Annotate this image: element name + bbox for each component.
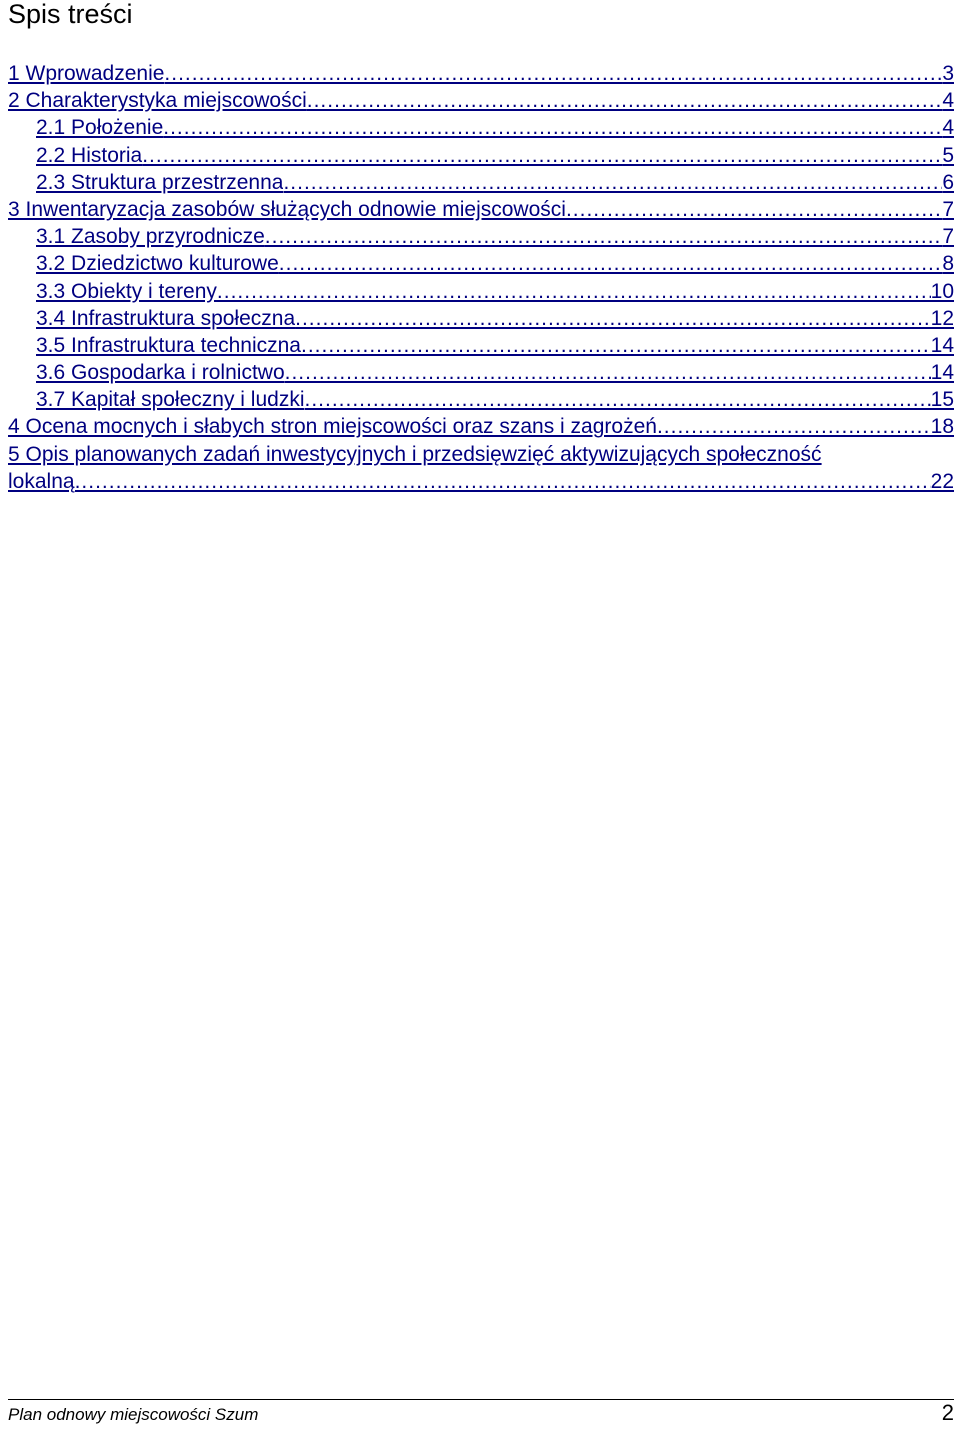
footer-page-number: 2 [941,1400,954,1425]
toc-entry-page: 7 [942,197,954,221]
toc-entry-1[interactable] [8,60,954,87]
toc-entry-line2 [8,468,954,495]
toc-entry-text: 1 Wprowadzenie [8,62,165,85]
toc-leader-dots [301,332,931,359]
toc-entry-page: 18 [930,415,954,439]
toc-leader-dots [75,468,931,495]
toc-entry-text: 3.1 Zasoby przyrodnicze [36,225,265,249]
toc-entry-page: 10 [930,279,954,303]
toc-entry-page: 14 [930,333,954,357]
toc-leader-dots [295,305,931,332]
toc-leader-dots [566,196,942,223]
toc-leader-dots [304,386,930,413]
toc-entry-page: 6 [942,170,954,194]
toc-entry-text: 3.2 Dziedzictwo kulturowe [36,252,279,276]
toc-entry-page: 4 [942,116,954,140]
toc-entry-2[interactable] [8,87,954,114]
toc-entry-text: 2.2 Historia [36,143,143,167]
toc-entry-page: 14 [930,361,954,385]
toc-leader-dots [217,278,931,305]
toc-entry-text: 3.5 Infrastruktura techniczna [36,333,301,357]
toc-entry-3-3[interactable] [8,278,954,305]
toc-entry-page: 22 [930,469,954,493]
toc-entry-4[interactable] [8,413,954,440]
toc-entry-text: 4 Ocena mocnych i słabych stron miejscowości oraz szans i zagrożeń [8,415,657,439]
toc-entry-3-1[interactable] [8,223,954,250]
toc-entry-page: 12 [930,306,954,330]
toc-entry-text: 3 Inwentaryzacja zasobów służących odnowie miejscowości [8,197,566,221]
toc-entry-3-6[interactable] [8,359,954,386]
toc-entry-text: 3.3 Obiekty i tereny [36,279,217,303]
toc-entry-text: 2.3 Struktura przestrzenna [36,170,284,194]
toc-leader-dots [307,87,943,114]
toc-entry-text-line1: 5 Opis planowanych zadań inwestycyjnych i przedsięwzięć aktywizujących społeczność [8,442,822,466]
toc-entry-page: 8 [942,252,954,276]
toc-leader-dots [164,60,942,87]
toc-entry-3-7[interactable] [8,386,954,413]
toc-entry-text: 3.7 Kapitał społeczny i ludzki [36,388,305,412]
toc-entry-text: 2.1 Położenie [36,116,164,140]
toc-entry-text: 3.4 Infrastruktura społeczna [36,306,296,330]
toc-leader-dots [657,413,931,440]
toc-entry-3-4[interactable] [8,305,954,332]
table-of-contents [8,60,954,495]
toc-entry-text: 2 Charakterystyka miejscowości [8,89,307,113]
toc-entry-3[interactable] [8,196,954,223]
toc-entry-2-2[interactable] [8,142,954,169]
toc-entry-3-5[interactable] [8,332,954,359]
toc-entry-page: 15 [930,388,954,412]
page-footer [8,1399,954,1430]
toc-entry-page: 4 [942,89,954,113]
toc-entry-3-2[interactable] [8,250,954,277]
toc-leader-dots [163,114,942,141]
toc-entry-2-3[interactable] [8,169,954,196]
toc-leader-dots [283,169,942,196]
footer-document-title: Plan odnowy miejscowości Szum [8,1405,259,1424]
toc-entry-page: 3 [942,62,954,85]
page-title: Spis treści [8,0,133,29]
toc-entry-text: 3.6 Gospodarka i rolnictwo [36,361,285,385]
toc-entry-page: 5 [942,143,954,167]
toc-leader-dots [265,223,943,250]
toc-entry-text-line2: lokalną [8,469,75,493]
toc-leader-dots [279,250,943,277]
toc-leader-dots [285,359,931,386]
toc-entry-2-1[interactable] [8,114,954,141]
toc-entry-page: 7 [942,225,954,249]
toc-leader-dots [142,142,942,169]
toc-entry-5[interactable] [8,441,954,495]
